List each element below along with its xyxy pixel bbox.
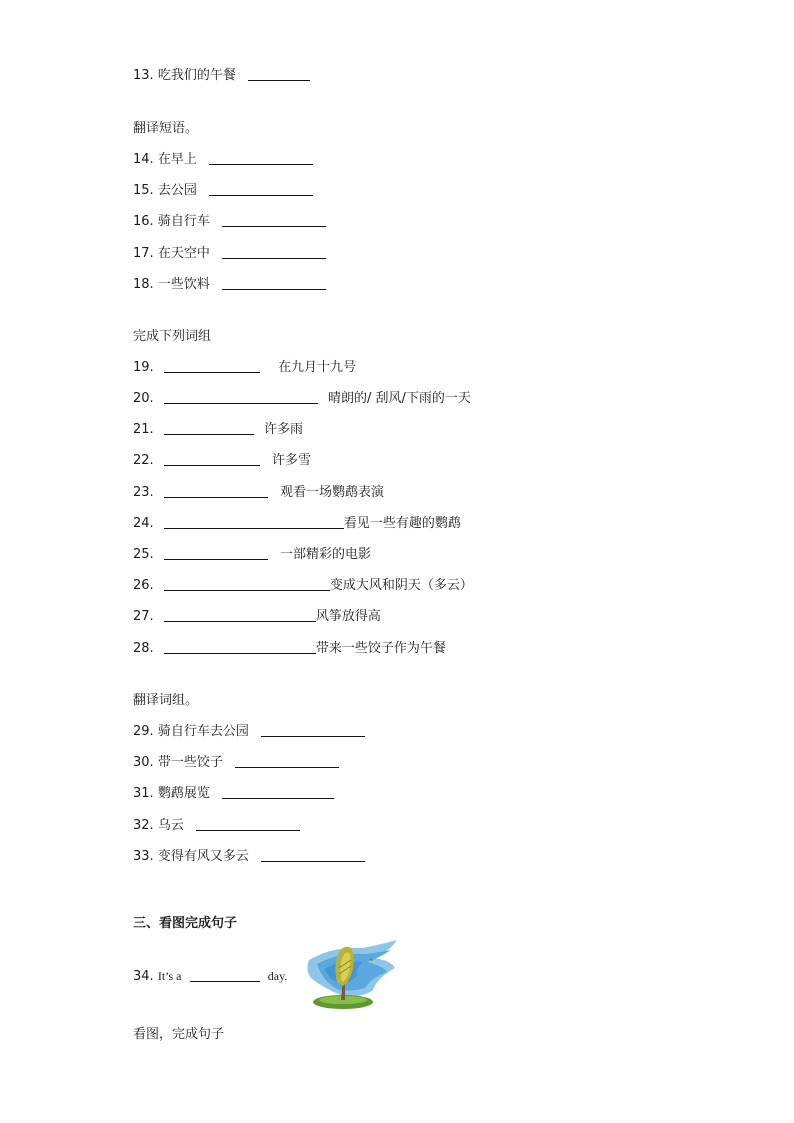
exercise-item-32 — [133, 818, 300, 834]
exercise-item-31 — [133, 786, 334, 802]
answer-blank[interactable] — [261, 860, 365, 862]
answer-blank[interactable] — [222, 257, 326, 259]
answer-blank[interactable] — [164, 527, 344, 529]
exercise-item-23 — [133, 485, 384, 501]
answer-blank[interactable] — [209, 194, 313, 196]
exercise-item-18 — [133, 277, 326, 293]
item-number: 23. — [133, 485, 154, 500]
item-text: 去公园 — [157, 183, 197, 198]
item-text: 骑自行车 — [157, 214, 210, 229]
item-number: 34. — [133, 969, 154, 984]
item-number: 30. — [133, 755, 154, 770]
item-text: 观看一场鹦鹉表演 — [279, 485, 384, 500]
answer-blank[interactable] — [222, 288, 326, 290]
exercise-item-28 — [133, 641, 446, 657]
answer-blank[interactable] — [248, 79, 310, 81]
item-text: 一部精彩的电影 — [279, 547, 371, 562]
exercise-item-25 — [133, 547, 371, 563]
item-text: 风筝放得高 — [315, 609, 381, 624]
answer-blank[interactable] — [235, 766, 339, 768]
item-text: 晴朗的/ 刮风/下雨的一天 — [327, 391, 471, 406]
item-text: 在九月十九号 — [277, 360, 356, 375]
item-number: 26. — [133, 578, 154, 593]
item-text: 带一些饺子 — [157, 755, 223, 770]
item-text: 看见一些有趣的鹦鹉 — [343, 516, 461, 531]
item-text: 变成大风和阴天（多云） — [329, 578, 473, 593]
item-text: 骑自行车去公园 — [157, 724, 249, 739]
exercise-item-21 — [133, 422, 303, 438]
answer-blank[interactable] — [164, 496, 268, 498]
item-number: 22. — [133, 453, 154, 468]
answer-blank[interactable] — [196, 829, 300, 831]
item-number: 19. — [133, 360, 154, 375]
answer-blank[interactable] — [261, 735, 365, 737]
item-number: 21. — [133, 422, 154, 437]
item-number: 31. — [133, 786, 154, 801]
exercise-item-17 — [133, 246, 326, 262]
item-number: 17. — [133, 246, 154, 261]
item-number: 25. — [133, 547, 154, 562]
item-number: 29. — [133, 724, 154, 739]
answer-blank[interactable] — [164, 464, 260, 466]
exercise-item-19 — [133, 360, 356, 376]
item-text: 带来一些饺子作为午餐 — [315, 641, 446, 656]
item-text: 一些饮料 — [157, 277, 210, 292]
answer-blank[interactable] — [222, 797, 334, 799]
answer-blank[interactable] — [164, 652, 316, 654]
item-number: 24. — [133, 516, 154, 531]
exercise-item-33 — [133, 849, 365, 865]
item-text: 在早上 — [157, 152, 197, 167]
exercise-item-34 — [133, 968, 287, 984]
exercise-item-29 — [133, 724, 365, 740]
windy-tree-image — [303, 938, 399, 1012]
item-text: 许多雨 — [263, 422, 303, 437]
item-number: 14. — [133, 152, 154, 167]
item-text: 变得有风又多云 — [157, 849, 249, 864]
exercise-item-22 — [133, 453, 311, 469]
heading-translate-groups: 翻译词组。 — [133, 693, 199, 708]
item-number: 18. — [133, 277, 154, 292]
answer-blank[interactable] — [164, 433, 254, 435]
exercise-item-20 — [133, 391, 471, 407]
item-number: 28. — [133, 641, 154, 656]
item-number: 27. — [133, 609, 154, 624]
item-text: 乌云 — [157, 818, 184, 833]
sentence-end: day. — [267, 969, 288, 983]
answer-blank[interactable] — [164, 402, 318, 404]
item-number: 15. — [133, 183, 154, 198]
item-text: 在天空中 — [157, 246, 210, 261]
item-text: 鹦鹉展览 — [157, 786, 210, 801]
item-number: 13. — [133, 68, 154, 83]
exercise-item-24 — [133, 516, 461, 532]
item-text: 吃我们的午餐 — [157, 68, 236, 83]
sentence-start: It’s a — [157, 969, 182, 983]
item-number: 33. — [133, 849, 154, 864]
exercise-item-16 — [133, 214, 326, 230]
exercise-item-13 — [133, 68, 310, 84]
answer-blank[interactable] — [164, 371, 260, 373]
instruction-look-picture: 看图，完成句子 — [133, 1027, 225, 1042]
answer-blank[interactable] — [164, 620, 316, 622]
item-number: 32. — [133, 818, 154, 833]
answer-blank[interactable] — [190, 980, 260, 982]
item-number: 16. — [133, 214, 154, 229]
answer-blank[interactable] — [164, 589, 330, 591]
heading-translate-phrases: 翻译短语。 — [133, 121, 199, 136]
answer-blank[interactable] — [222, 225, 326, 227]
exercise-item-26 — [133, 578, 473, 594]
item-number: 20. — [133, 391, 154, 406]
answer-blank[interactable] — [209, 163, 313, 165]
item-text: 许多雪 — [271, 453, 311, 468]
exercise-item-27 — [133, 609, 381, 625]
answer-blank[interactable] — [164, 558, 268, 560]
section-title: 三、看图完成句子 — [133, 916, 238, 931]
exercise-item-30 — [133, 755, 339, 771]
heading-complete-phrases: 完成下列词组 — [133, 329, 212, 344]
exercise-item-15 — [133, 183, 313, 199]
exercise-item-14 — [133, 152, 313, 168]
